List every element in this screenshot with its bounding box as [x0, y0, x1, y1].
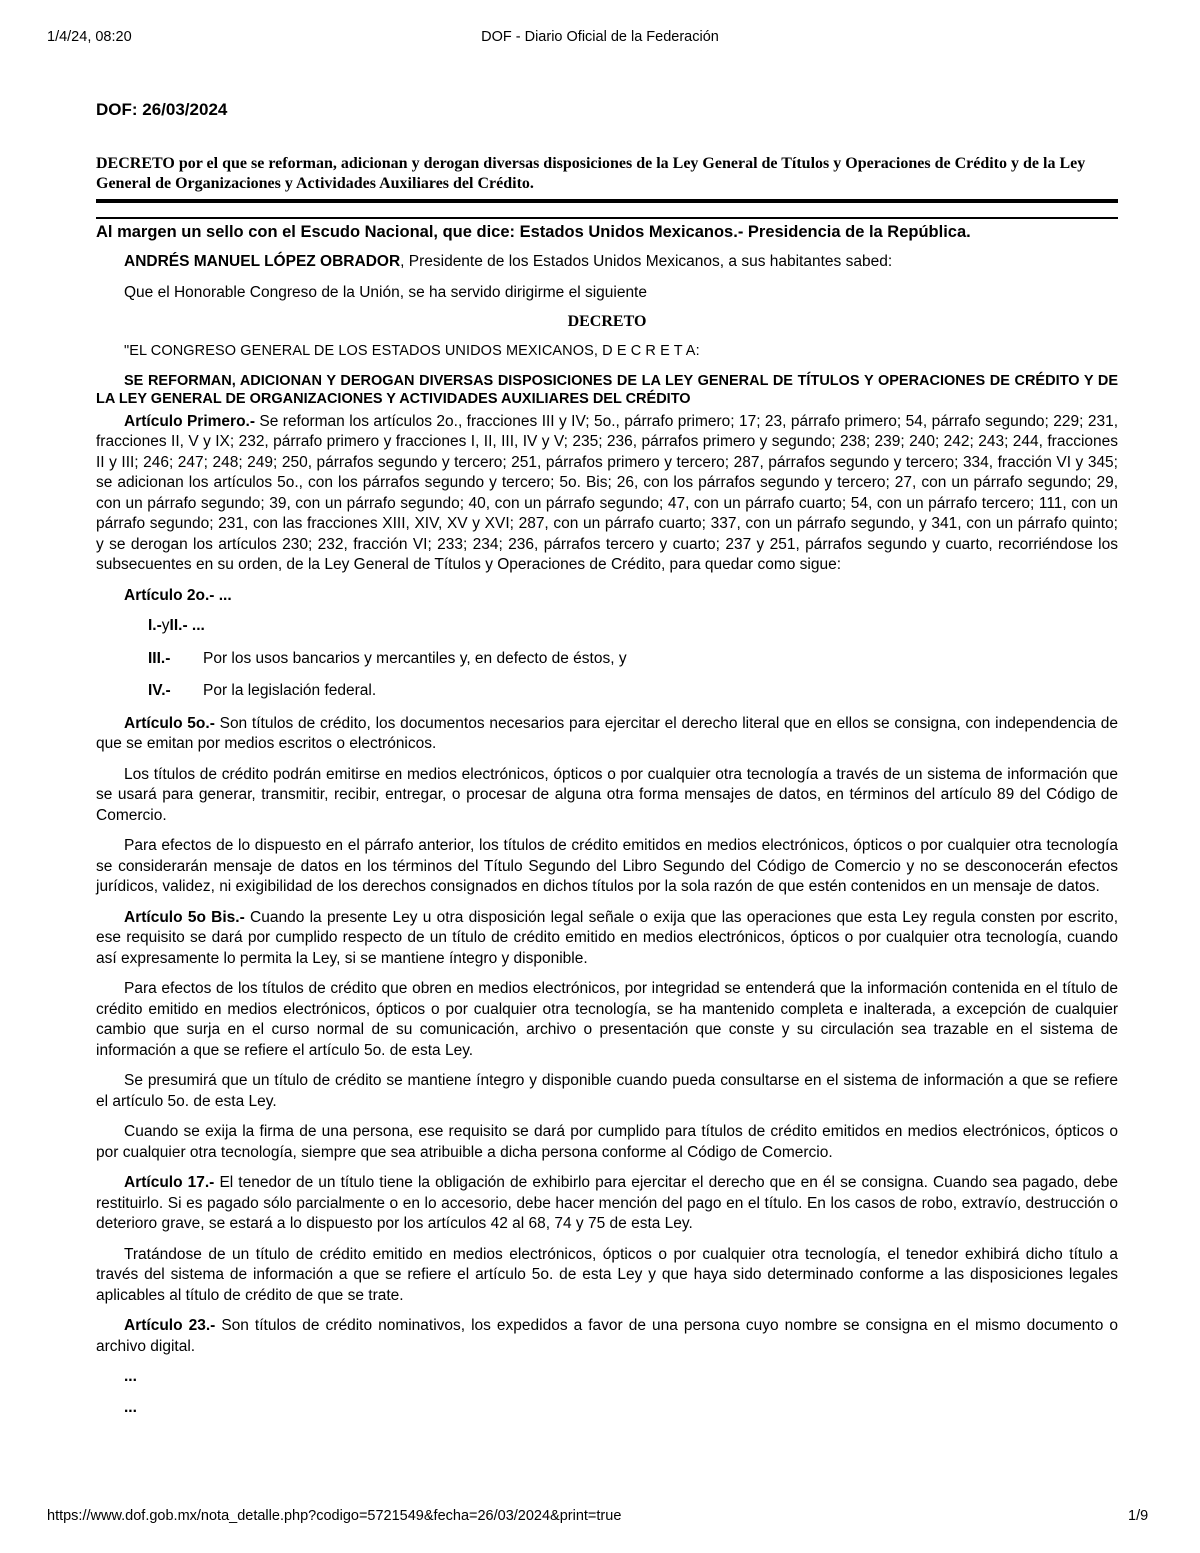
title-rule-thick — [96, 199, 1118, 203]
articulo-5o-bis-p4: Cuando se exija la firma de una persona, ese requisito se dará por cumplido para títulos de crédito emitidos en medios electrónicos, ópticos o por cualquier otra tecnología, siempre que sea atribuible a dicha persona conforme al Código de Comercio. — [96, 1123, 1118, 1161]
fraccion-ii-label: II.- ... — [169, 617, 205, 634]
seal-statement: Al margen un sello con el Escudo Nacional, que dice: Estados Unidos Mexicanos.- Presidencia de la República. — [96, 223, 971, 241]
fraccion-i-ii — [96, 616, 1118, 637]
articulo-17 — [96, 1173, 1118, 1235]
articulo-5o — [96, 714, 1118, 755]
articulo-5o-bis-text: Cuando la presente Ley u otra disposición legal señale o exija que las operaciones que esta Ley regula consten por escrito, ese requisito se dará por cumplido respecto de un título de crédito emitido en medios electrónicos, ópticos o por cualquier otra tecnología, cuando así expresamente lo permita la Ley, si se mantiene íntegro y disponible. — [96, 908, 1118, 967]
document-body — [96, 100, 1118, 1428]
ellipsis-2: ... — [124, 1398, 137, 1416]
president-line — [96, 252, 1118, 273]
president-name: ANDRÉS MANUEL LÓPEZ OBRADOR — [124, 253, 401, 270]
articulo-5o-bis-p2: Para efectos de los títulos de crédito que obren en medios electrónicos, por integridad se entenderá que la información contenida en el título de crédito emitido en medios electrónicos, ópticos o por cualquier otra tecnología, se ha mantenido completa e inalterada, a excepción de cualquier cambio que surja en el curso normal de su comunicación, archivo o presentación que conste y su circulación sea trazable en el sistema de información a que se refiere el artículo 5o. de esta Ley. — [96, 980, 1118, 1059]
articulo-5o-text: Son títulos de crédito, los documentos necesarios para ejercitar el derecho literal que en ellos se consigna, con independencia de que se emitan por medios escritos o electrónicos. — [96, 714, 1118, 752]
print-footer-url: https://www.dof.gob.mx/nota_detalle.php?codigo=5721549&fecha=26/03/2024&print=true — [47, 1508, 622, 1524]
articulo-23-label: Artículo 23.- — [124, 1317, 216, 1334]
articulo-17-label: Artículo 17.- — [124, 1174, 215, 1191]
articulo-primero — [96, 412, 1118, 576]
articulo-primero-label: Artículo Primero.- — [124, 412, 256, 430]
fraccion-y: y — [161, 617, 170, 634]
articulo-5o-bis — [96, 908, 1118, 970]
articulo-17-text: El tenedor de un título tiene la obligación de exhibirlo para ejercitar el derecho que en él se consigna. Cuando sea pagado, debe restituirlo. Si es pagado sólo parcialmente o en lo accesorio, debe hacer mención del pago en el título. En los casos de robo, extravío, destrucción o deterioro grave, se estará a lo dispuesto por los artículos 42 al 68, 74 y 75 de esta Ley. — [96, 1174, 1119, 1232]
articulo-primero-text: Se reforman los artículos 2o., fracciones III y IV; 5o., párrafo primero; 17; 23, párrafo primero; 54, párrafo segundo; 229; 231, fracciones II, V y IX; 232, párrafo primero y fracciones I, II, III, IV y V; 235; 236, párrafos primero y segundo; 238; 239; 240; 242; 243; 244, fracciones II y III; 246; 247; 248; 249; 250, párrafos segundo y tercero; 251, párrafos primero y tercero; 287, párrafos segundo y tercero; 334, fracción VI y 345; se adicionan los artículos 5o., con los párrafos segundo y tercero; 5o. Bis; 26, con los párrafos segundo y tercero; 27, con un párrafo segundo; 29, con un párrafo segundo; 39, con un párrafo segundo; 40, con un párrafo segundo; 47, con un párrafo cuarto; 54, con un párrafo tercero; 111, con un párrafo segundo; 231, con las fracciones XIII, XIV, XV y XVI; 287, con un párrafo cuarto; 337, con un párrafo segundo, y 341, con un párrafo quinto; y se derogan los artículos 230; 232, fracción VI; 233; 234; 236, párrafos tercero y cuarto; 237 y 251, párrafos segundo y cuarto, recorriéndose los subsecuentes en su orden, de la Ley General de Títulos y Operaciones de Crédito, para quedar como sigue: — [96, 412, 1118, 573]
print-page-number: 1/9 — [1128, 1508, 1149, 1524]
ellipsis-1: ... — [124, 1368, 137, 1385]
congress-line: Que el Honorable Congreso de la Unión, se ha servido dirigirme el siguiente — [124, 283, 647, 301]
president-text: , Presidente de los Estados Unidos Mexicanos, a sus habitantes sabed: — [400, 253, 893, 270]
articulo-5o-bis-p3: Se presumirá que un título de crédito se mantiene íntegro y disponible cuando pueda consultarse en el sistema de información a que se refiere el artículo 5o. de esta Ley. — [96, 1072, 1118, 1110]
articulo-5o-p3: Para efectos de lo dispuesto en el párrafo anterior, los títulos de crédito emitidos en medios electrónicos, ópticos o por cualquier otra tecnología se considerarán mensaje de datos en los términos del Título Segundo del Libro Segundo del Código de Comercio y no se desconocerán efectos jurídicos, validez, ni exigibilidad de los derechos consignados en dichos títulos por la sola razón de que estén contenidos en un mensaje de datos. — [96, 837, 1118, 895]
fraccion-iii-text: Por los usos bancarios y mercantiles y, en defecto de éstos, y — [203, 649, 627, 667]
articulo-23 — [96, 1316, 1118, 1357]
decreto-heading: DECRETO — [567, 313, 647, 330]
title-rule-thin — [96, 217, 1118, 219]
articulo-5o-label: Artículo 5o.- — [124, 714, 215, 732]
dof-date: DOF: 26/03/2024 — [96, 100, 228, 119]
fraccion-iv-num: IV.- — [148, 682, 171, 699]
articulo-17-p2: Tratándose de un título de crédito emitido en medios electrónicos, ópticos o por cualquier otra tecnología, el tenedor exhibirá dicho título a través del sistema de información a que se refiere el artículo 5o. de esta Ley y que haya sido determinado conforme a las disposiciones legales aplicables al título de crédito de que se trate. — [96, 1245, 1118, 1304]
articulo-2o: Artículo 2o.- ... — [124, 586, 232, 604]
fraccion-iv-text: Por la legislación federal. — [203, 682, 377, 699]
print-site-title: DOF - Diario Oficial de la Federación — [481, 29, 719, 45]
articulo-23-text: Son títulos de crédito nominativos, los expedidos a favor de una persona cuyo nombre se consigna en el mismo documento o archivo digital. — [96, 1317, 1118, 1355]
fraccion-i-label: I.- — [148, 617, 162, 634]
fraccion-iii-num: III.- — [148, 649, 171, 667]
reform-heading: SE REFORMAN, ADICIONAN Y DEROGAN DIVERSAS DISPOSICIONES DE LA LEY GENERAL DE TÍTULOS Y OPERACIONES DE CRÉDITO Y DE LA LEY GENERAL DE ORGANIZACIONES Y ACTIVIDADES AUXILIARES DEL CRÉDITO — [96, 372, 1118, 407]
fraccion-iii — [96, 649, 1118, 670]
print-datetime: 1/4/24, 08:20 — [47, 29, 132, 45]
congress-decree: "EL CONGRESO GENERAL DE LOS ESTADOS UNIDOS MEXICANOS, D E C R E T A: — [124, 343, 700, 359]
articulo-5o-p2: Los títulos de crédito podrán emitirse en medios electrónicos, ópticos o por cualquier otra tecnología a través de un sistema de información que se usará para generar, transmitir, recibir, entregar, o procesar de alguna otra forma mensajes de datos, en términos del artículo 89 del Código de Comercio. — [96, 765, 1118, 824]
decree-title: DECRETO por el que se reforman, adicionan y derogan diversas disposiciones de la Ley General de Títulos y Operaciones de Crédito y de la Ley General de Organizaciones y Actividades Auxiliares del Crédito. — [96, 155, 1086, 192]
fraccion-iv — [96, 681, 1118, 702]
articulo-5o-bis-label: Artículo 5o Bis.- — [124, 908, 245, 926]
